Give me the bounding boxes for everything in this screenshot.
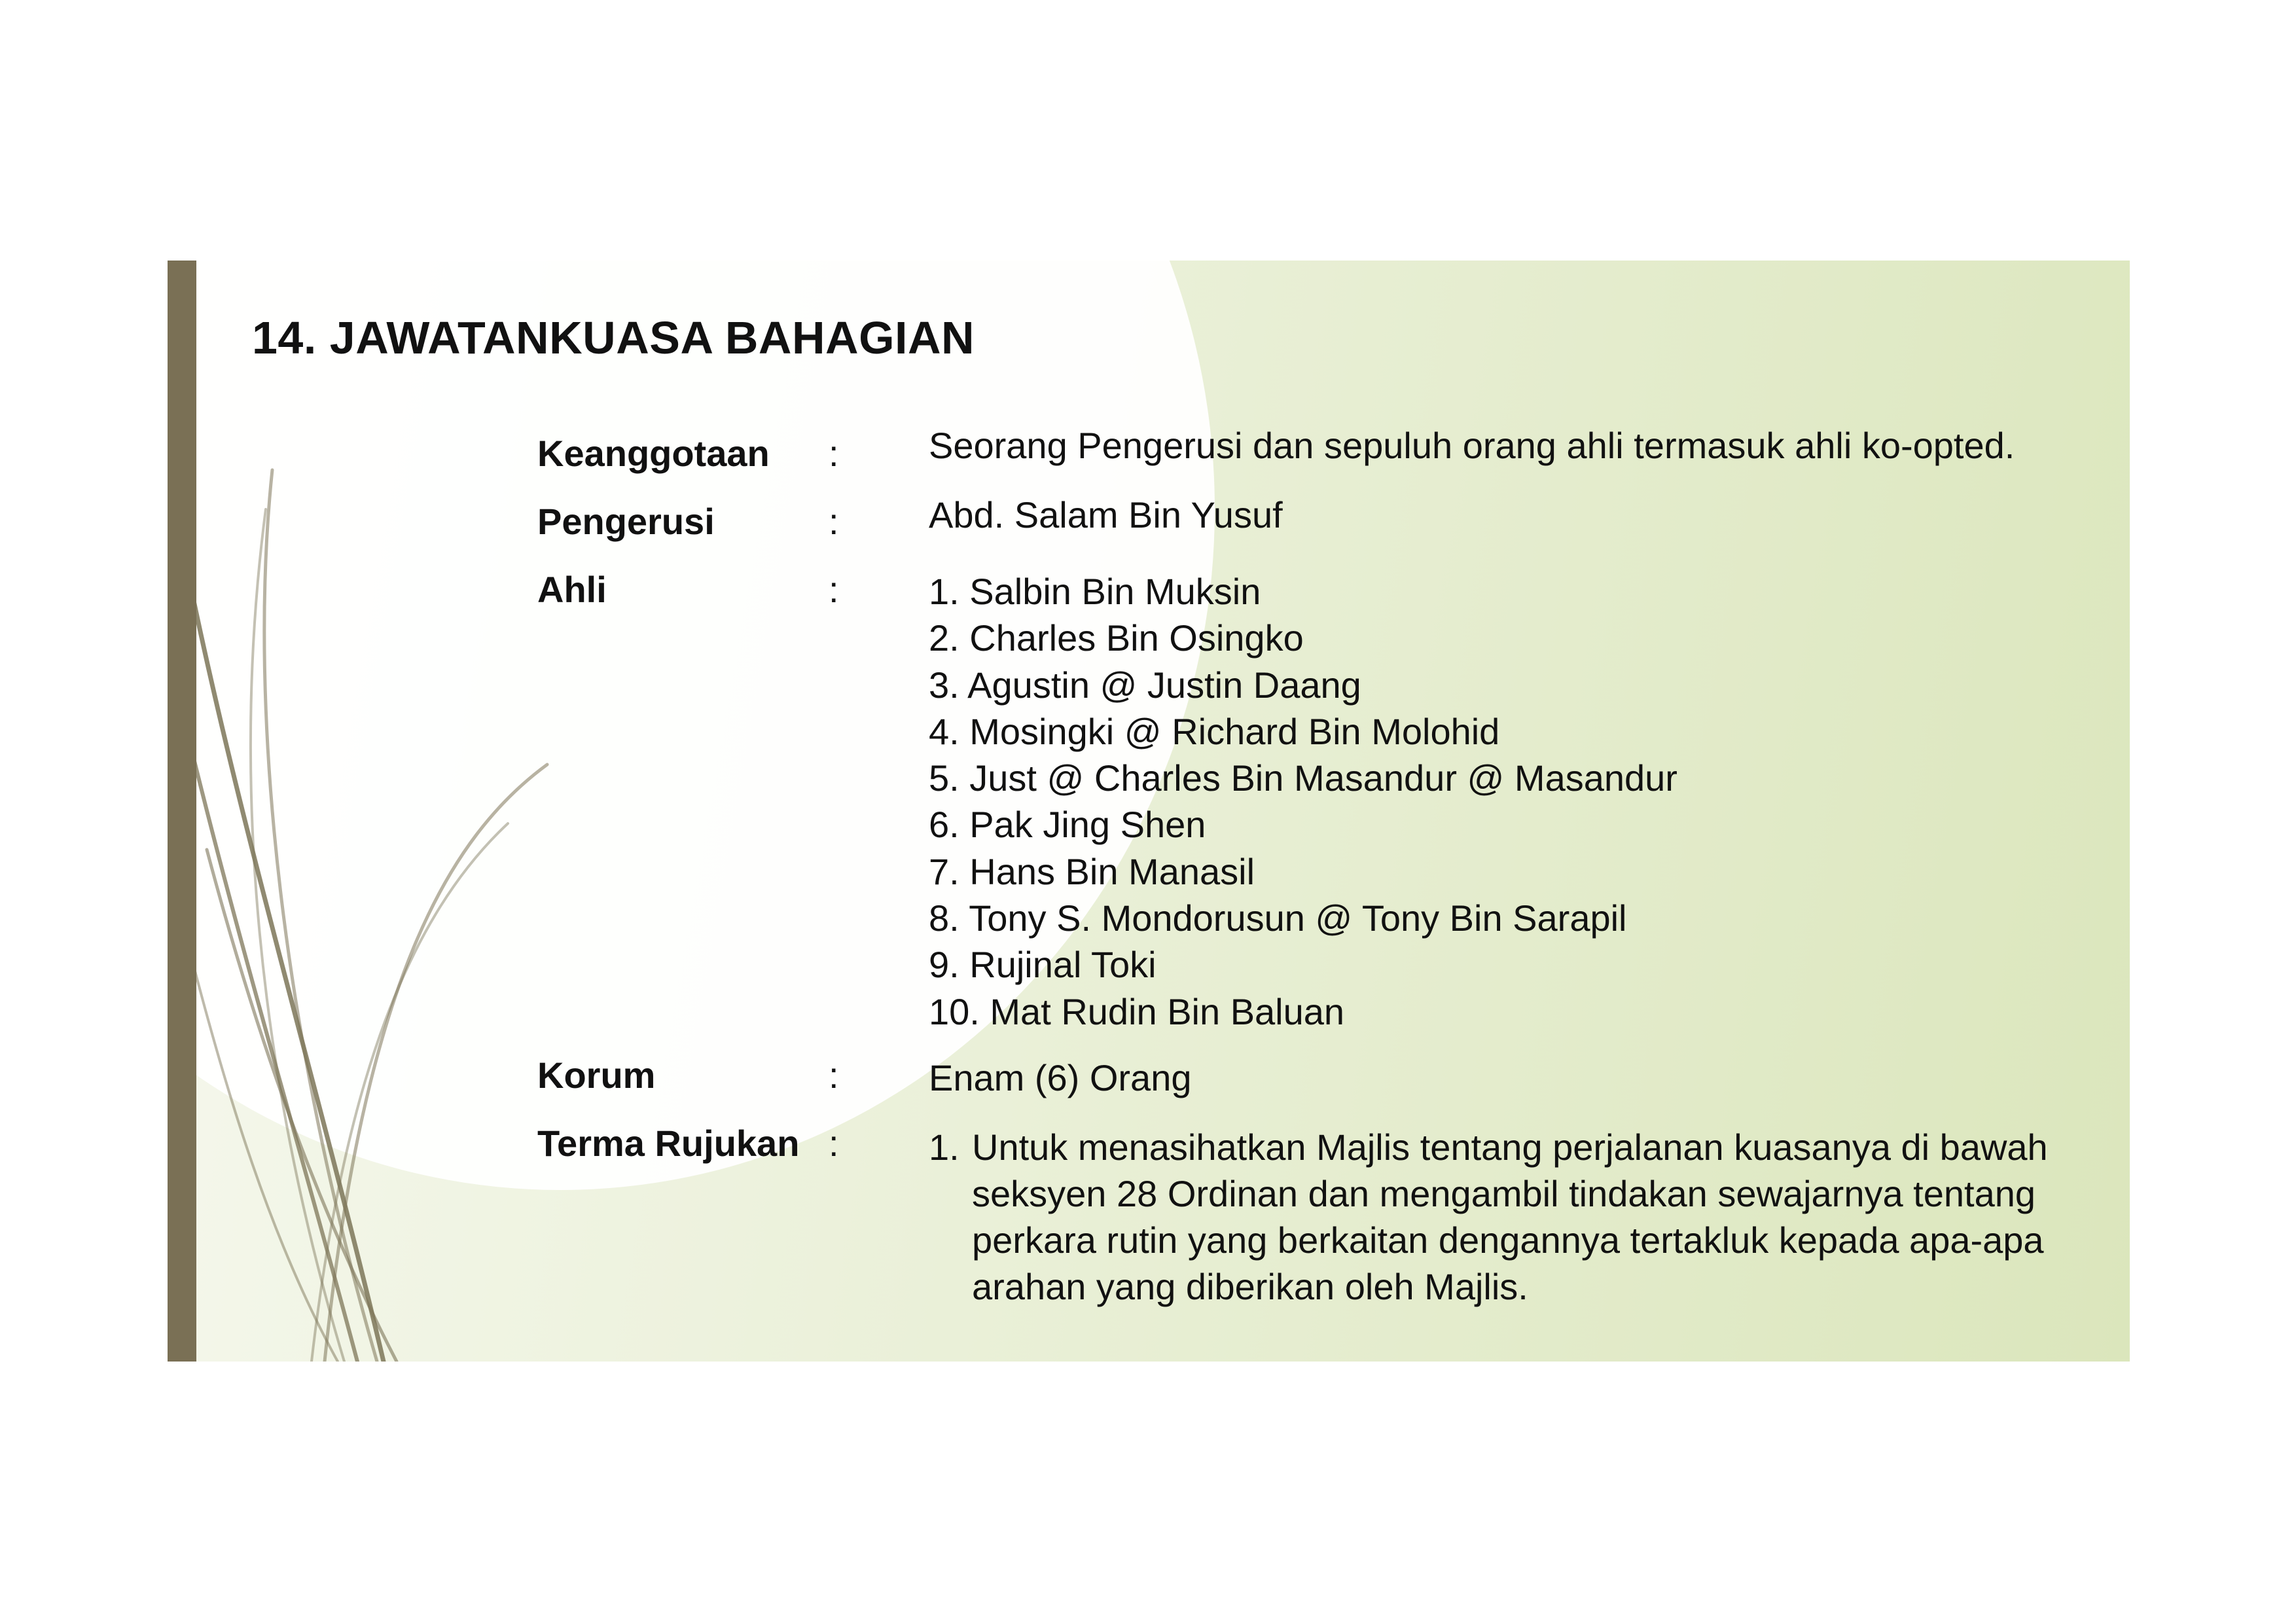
korum-label: Korum [537,1055,656,1096]
list-item: 5. Just @ Charles Bin Masandur @ Masandur [929,757,1677,799]
members-list [929,568,1677,1035]
keanggotaan-value: Seorang Pengerusi dan sepuluh orang ahli termasuk ahli ko-opted. [929,425,2015,466]
item-text: Untuk menasihatkan Majlis tentang perjalanan kuasanya di bawah seksyen 28 Ordinan dan mengambil tindakan sewajarnya tentang perkara rutin yang berkaitan dengannya tertakluk kepada apa-apa arahan yang diberikan oleh Majlis. [972,1127,2048,1307]
terms-of-reference-list [929,1124,2100,1310]
accent-bar [168,261,196,1362]
list-item: 8. Tony S. Mondorusun @ Tony Bin Sarapil [929,897,1627,939]
ahli-label: Ahli [537,569,607,610]
pengerusi-value: Abd. Salam Bin Yusuf [929,494,1283,535]
list-item: 9. Rujinal Toki [929,944,1157,986]
korum-value: Enam (6) Orang [929,1057,1192,1098]
pengerusi-label: Pengerusi [537,501,715,542]
list-item: 3. Agustin @ Justin Daang [929,664,1361,706]
terma-rujukan-label: Terma Rujukan [537,1123,800,1164]
list-item [929,1124,2100,1310]
list-item: 6. Pak Jing Shen [929,804,1206,846]
slide [168,261,2130,1362]
list-item: 2. Charles Bin Osingko [929,617,1304,659]
pengerusi-colon: : [829,501,839,542]
list-item: 4. Mosingki @ Richard Bin Molohid [929,710,1500,752]
ahli-colon: : [829,569,839,610]
keanggotaan-label: Keanggotaan [537,433,770,474]
korum-colon: : [829,1055,839,1096]
slide-title: 14. JAWATANKUASA BAHAGIAN [252,312,975,363]
terma-rujukan-colon: : [829,1123,839,1164]
item-number: 1. [929,1127,960,1168]
list-item: 1. Salbin Bin Muksin [929,571,1261,612]
list-item: 7. Hans Bin Manasil [929,850,1255,892]
keanggotaan-colon: : [829,433,839,474]
list-item: 10. Mat Rudin Bin Baluan [929,990,1345,1032]
